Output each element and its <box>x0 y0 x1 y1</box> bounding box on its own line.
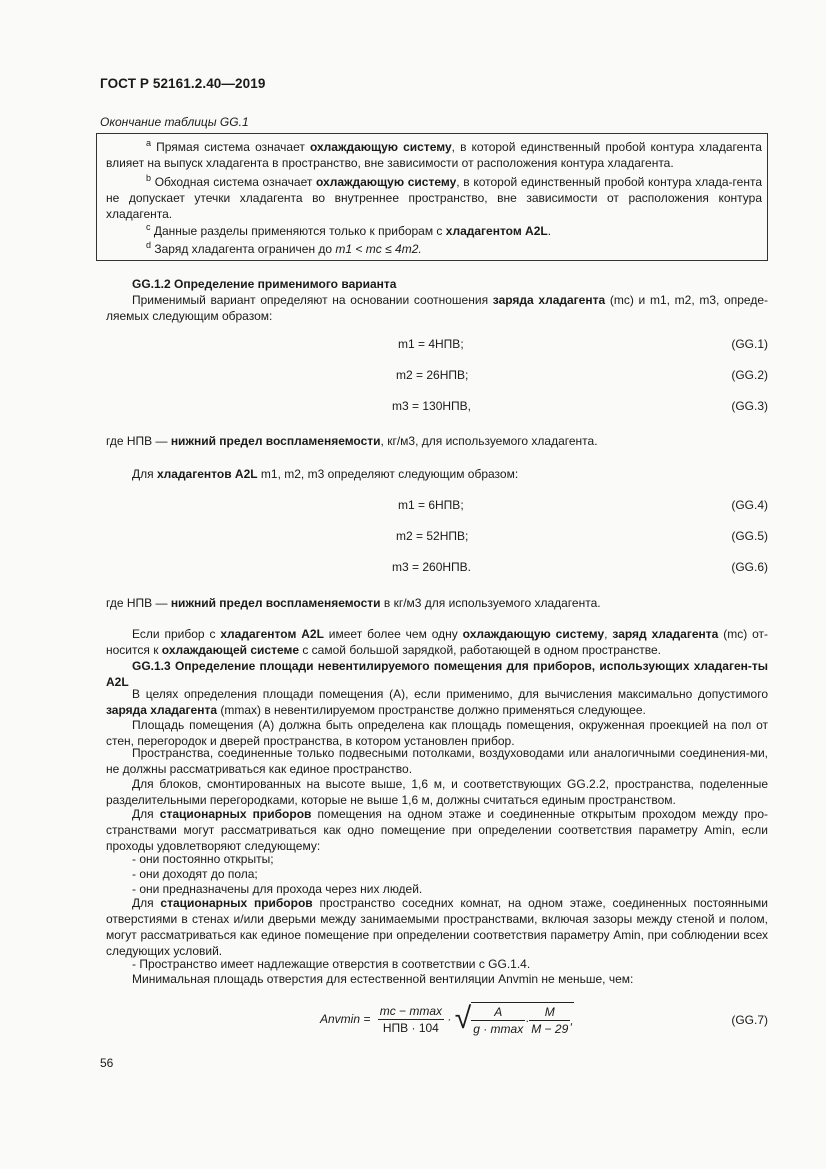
equation-number-gg4: (GG.4) <box>731 498 768 512</box>
list-item: - они постоянно открыты; <box>132 852 274 866</box>
paragraph-partitions: Для блоков, смонтированных на высоте выше, 1,6 м, и соответствующих GG.2.2, пространства, поделенные разделительными перегородками, которые не выше 1,6 м, должны считаться единым пространством. <box>106 777 768 807</box>
equation-gg5: m2 = 52НПВ; <box>396 529 469 543</box>
page-number: 56 <box>100 1056 114 1070</box>
equation-gg1: m1 = 4НПВ; <box>398 337 464 351</box>
document-header: ГОСТ Р 52161.2.40—2019 <box>100 76 266 91</box>
table-caption: Окончание таблицы GG.1 <box>100 115 249 129</box>
equation-gg6: m3 = 260НПВ. <box>392 560 471 574</box>
paragraph-applicable-variant: Применимый вариант определяют на основании соотношения заряда хладагента (mc) и m1, m2, m3, опреде-ляемых следующим образом: <box>106 293 768 323</box>
equation-number-gg6: (GG.6) <box>731 560 768 574</box>
footnote-b: $^b$ Обходная система означает охлаждающую систему, в которой единственный пробой контура хлада-гента не допускает утечки хладагента во внутреннее пространство, вне зависимости от расположения контура хладагента. <box>106 173 762 221</box>
equation-gg3: m3 = 130НПВ, <box>392 399 471 413</box>
paragraph-connected-spaces: Пространства, соединенные только подвесными потолками, воздуховодами или аналогичными соединения-ми, не должны рассматриваться как единое пространство. <box>106 746 768 776</box>
paragraph-min-opening: Минимальная площадь отверстия для естественной вентиляции Anvmin не меньше, чем: <box>132 972 634 986</box>
paragraph-room-area-purpose: В целях определения площади помещения (A), если применимо, для вычисления максимально допустимого заряда хладагента (mmax) в невентилируемом пространстве должно применяться следующее. <box>106 687 768 717</box>
paragraph-where-lfl-2: где НПВ — нижний предел воспламеняемости в кг/м3 для используемого хладагента. <box>106 596 601 610</box>
list-item: - они доходят до пола; <box>132 867 258 881</box>
footnote-a: $^a$ Прямая система означает охлаждающую систему, в которой единственный пробой контура хладагента влияет на выпуск хладагента в пространство, вне зависимости от расположения контура хладагента. <box>106 138 762 170</box>
list-item: - они предназначены для прохода через них людей. <box>132 882 423 896</box>
paragraph-room-area-definition: Площадь помещения (A) должна быть определена как площадь помещения, окруженная проекцией на пол от стен, перегородок и дверей пространства, в котором установлен прибор. <box>106 718 768 748</box>
equation-number-gg3: (GG.3) <box>731 399 768 413</box>
list-item-openings: - Пространство имеет надлежащие отверстия в соответствии с GG.1.4. <box>132 957 531 971</box>
equation-number-gg7: (GG.7) <box>731 1013 768 1027</box>
paragraph-fixed-appliances-2: Для стационарных приборов пространство соседних комнат, на одном этаже, соединенных постоянными отверстиями в стенах и/или дверьми между занимаемыми пространствами, включая зазоры между стеной и полом, могут рассматриваться как единое помещение при определении соответствия параметру Amin, при соблюдении всех следующих условий. <box>106 896 768 958</box>
paragraph-a2l-definition: Для хладагентов A2L m1, m2, m3 определяют следующим образом: <box>132 467 519 481</box>
section-title-gg-1-3: GG.1.3 Определение площади невентилируемого помещения для приборов, использующих хладаген-ты A2L <box>106 659 768 689</box>
footnote-d: $^d$ Заряд хладагента ограничен до m1 < mc ≤ 4m2. <box>146 240 422 256</box>
paragraph-fixed-appliances-1: Для стационарных приборов помещения на одном этаже и соединенные открытым проходом между про-странствами могут рассматриваться как одно помещение при определении соответствия параметру Amin, если проходы удовлетворяют следующему: <box>106 807 768 853</box>
equation-number-gg2: (GG.2) <box>731 368 768 382</box>
footnote-c: $^c$ Данные разделы применяются только к приборам с хладагентом A2L. <box>146 222 552 238</box>
section-title-gg-1-2: GG.1.2 Определение применимого варианта <box>132 277 397 291</box>
equation-gg7: Anvmin = $\frac{mc - mmax}{\text{НПВ · 104}}$ · √ $\frac{A}{g \cdot mmax}$ · $\frac{M}{M - 29}$ , <box>320 1002 574 1036</box>
equation-gg2: m2 = 26НПВ; <box>396 368 469 382</box>
equation-number-gg1: (GG.1) <box>731 337 768 351</box>
equation-gg4: m1 = 6НПВ; <box>398 498 464 512</box>
paragraph-multiple-systems: Если прибор с хладагентом A2L имеет более чем одну охлаждающую систему, заряд хладагента (mc) от-носится к охлаждающей системе с самой большой зарядкой, работающей в одном пространстве. <box>106 627 769 657</box>
equation-number-gg5: (GG.5) <box>731 529 768 543</box>
paragraph-where-lfl-1: где НПВ — нижний предел воспламеняемости, кг/м3, для используемого хладагента. <box>106 434 598 448</box>
